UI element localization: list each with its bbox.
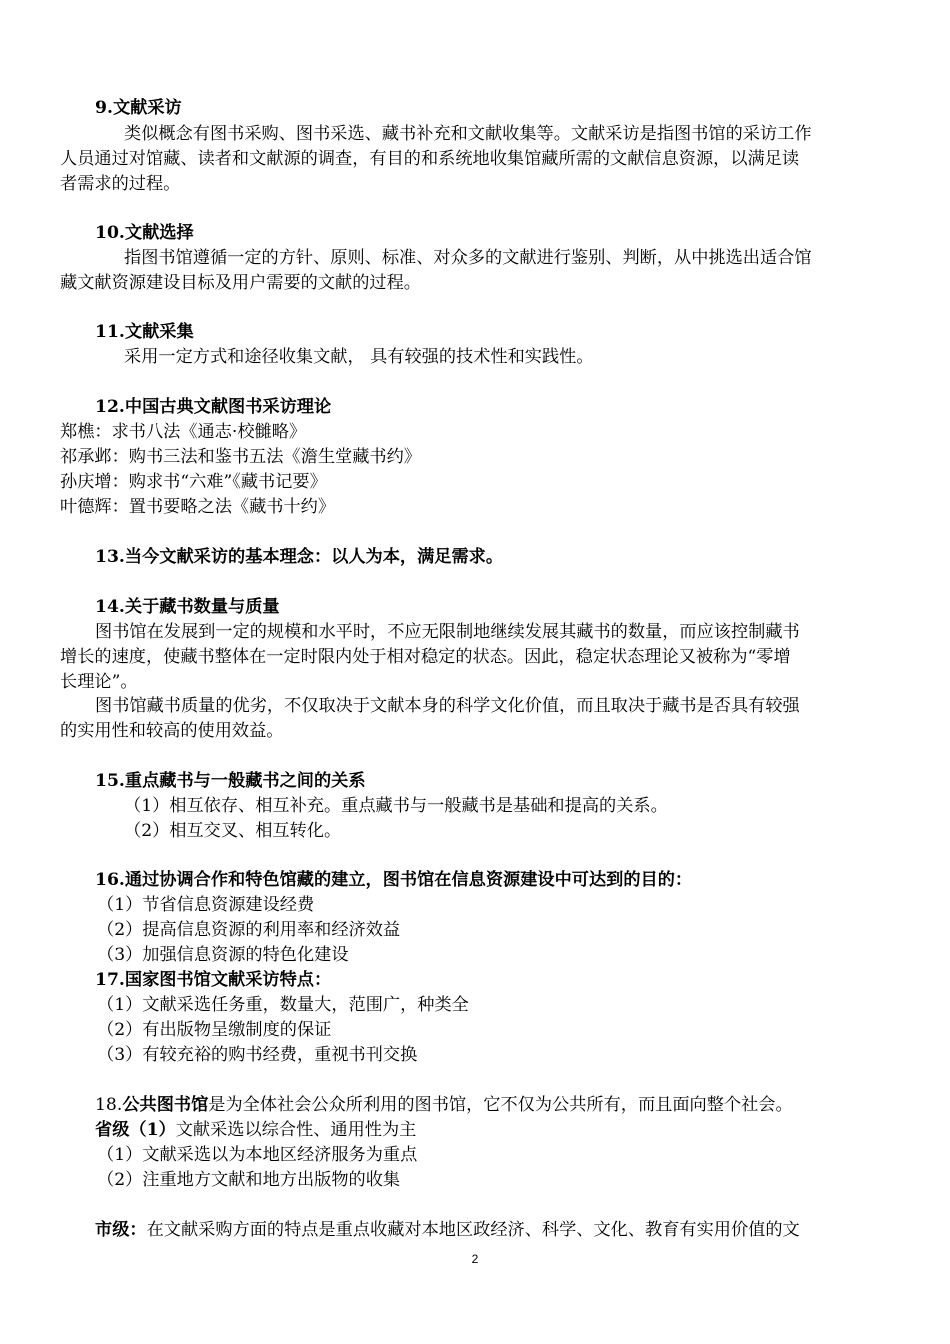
section-14-line-1: 图书馆在发展到一定的规模和水平时，不应无限制地继续发展其藏书的数量，而应该控制藏书 bbox=[95, 622, 800, 642]
section-17-item: （3）有较充裕的购书经费，重视书刊交换 bbox=[97, 1045, 418, 1065]
section-16-item: （1）节省信息资源建设经费 bbox=[97, 895, 315, 915]
city-level-line bbox=[95, 1219, 931, 1241]
section-15-item: （1）相互依存、相互补充。重点藏书与一般藏书是基础和提高的关系。 bbox=[124, 796, 668, 816]
section-18-intro bbox=[95, 1094, 931, 1116]
section-18-item: （1）文献采选以为本地区经济服务为重点 bbox=[97, 1145, 418, 1165]
section-12-item: 祁承邺：购书三法和鉴书五法《澹生堂藏书约》 bbox=[60, 447, 421, 467]
public-library-term: 公共图书馆 bbox=[122, 1095, 209, 1115]
section-14-line-5: 的实用性和较高的使用效益。 bbox=[60, 721, 284, 741]
section-12-title: 12.中国古典文献图书采访理论 bbox=[95, 397, 332, 417]
section-15-item: （2）相互交叉、相互转化。 bbox=[124, 821, 342, 841]
section-16-item: （3）加强信息资源的特色化建设 bbox=[97, 945, 349, 965]
section-11-title: 11.文献采集 bbox=[95, 322, 194, 342]
province-level-label: 省级（1） bbox=[95, 1120, 176, 1140]
section-10-line-1: 指图书馆遵循一定的方针、原则、标准、对众多的文献进行鉴别、判断，从中挑选出适合馆 bbox=[124, 248, 812, 268]
section-12-item: 叶德辉：置书要略之法《藏书十约》 bbox=[60, 497, 336, 517]
section-17-item: （1）文献采选任务重，数量大，范围广，种类全 bbox=[97, 995, 469, 1015]
section-17-item: （2）有出版物呈缴制度的保证 bbox=[97, 1020, 332, 1040]
section-14-title: 14.关于藏书数量与质量 bbox=[95, 597, 280, 617]
section-9-line-1: 类似概念有图书采购、图书采选、藏书补充和文献收集等。文献采访是指图书馆的采访工作 bbox=[124, 124, 812, 144]
section-12-item: 郑樵：求书八法《通志·校雠略》 bbox=[60, 422, 307, 442]
section-10-line-2: 藏文献资源建设目标及用户需要的文献的过程。 bbox=[60, 273, 421, 293]
section-16-item: （2）提高信息资源的利用率和经济效益 bbox=[97, 920, 401, 940]
section-14-line-3: 长理论”。 bbox=[60, 672, 138, 692]
section-10-title: 10.文献选择 bbox=[95, 223, 194, 243]
section-18-number: 18. bbox=[95, 1095, 123, 1115]
page-number: 2 bbox=[471, 1252, 479, 1266]
section-16-title: 16.通过协调合作和特色馆藏的建立，图书馆在信息资源建设中可达到的目的： bbox=[95, 870, 693, 890]
section-14-line-4: 图书馆藏书质量的优劣，不仅取决于文献本身的科学文化价值，而且取决于藏书是否具有较强 bbox=[95, 696, 800, 716]
city-level-text: 在文献采购方面的特点是重点收藏对本地区政经济、科学、文化、教育有实用价值的文 bbox=[146, 1220, 800, 1240]
province-level-line bbox=[95, 1119, 931, 1141]
section-18-item: （2）注重地方文献和地方出版物的收集 bbox=[97, 1170, 401, 1190]
section-17-title: 17.国家图书馆文献采访特点： bbox=[95, 970, 332, 990]
section-9-line-2: 人员通过对馆藏、读者和文献源的调查，有目的和系统地收集馆藏所需的文献信息资源，以满足读 bbox=[60, 149, 800, 169]
section-13-title: 13.当今文献采访的基本理念：以人为本，满足需求。 bbox=[95, 547, 504, 567]
city-level-label: 市级： bbox=[95, 1220, 147, 1240]
section-15-title: 15.重点藏书与一般藏书之间的关系 bbox=[95, 771, 366, 791]
section-11-line-1: 采用一定方式和途径收集文献， 具有较强的技术性和实践性。 bbox=[124, 347, 594, 367]
section-14-line-2: 增长的速度，使藏书整体在一定时限内处于相对稳定的状态。因此，稳定状态理论又被称为“零增 bbox=[60, 647, 791, 667]
section-18-intro-text: 是为全体社会公众所利用的图书馆，它不仅为公共所有，而且面向整个社会。 bbox=[208, 1095, 793, 1115]
province-level-text: 文献采选以综合性、通用性为主 bbox=[175, 1120, 417, 1140]
section-9-line-3: 者需求的过程。 bbox=[60, 174, 181, 194]
section-9-title: 9.文献采访 bbox=[95, 98, 182, 118]
section-12-item: 孙庆增：购求书“六难”《藏书记要》 bbox=[60, 472, 327, 492]
